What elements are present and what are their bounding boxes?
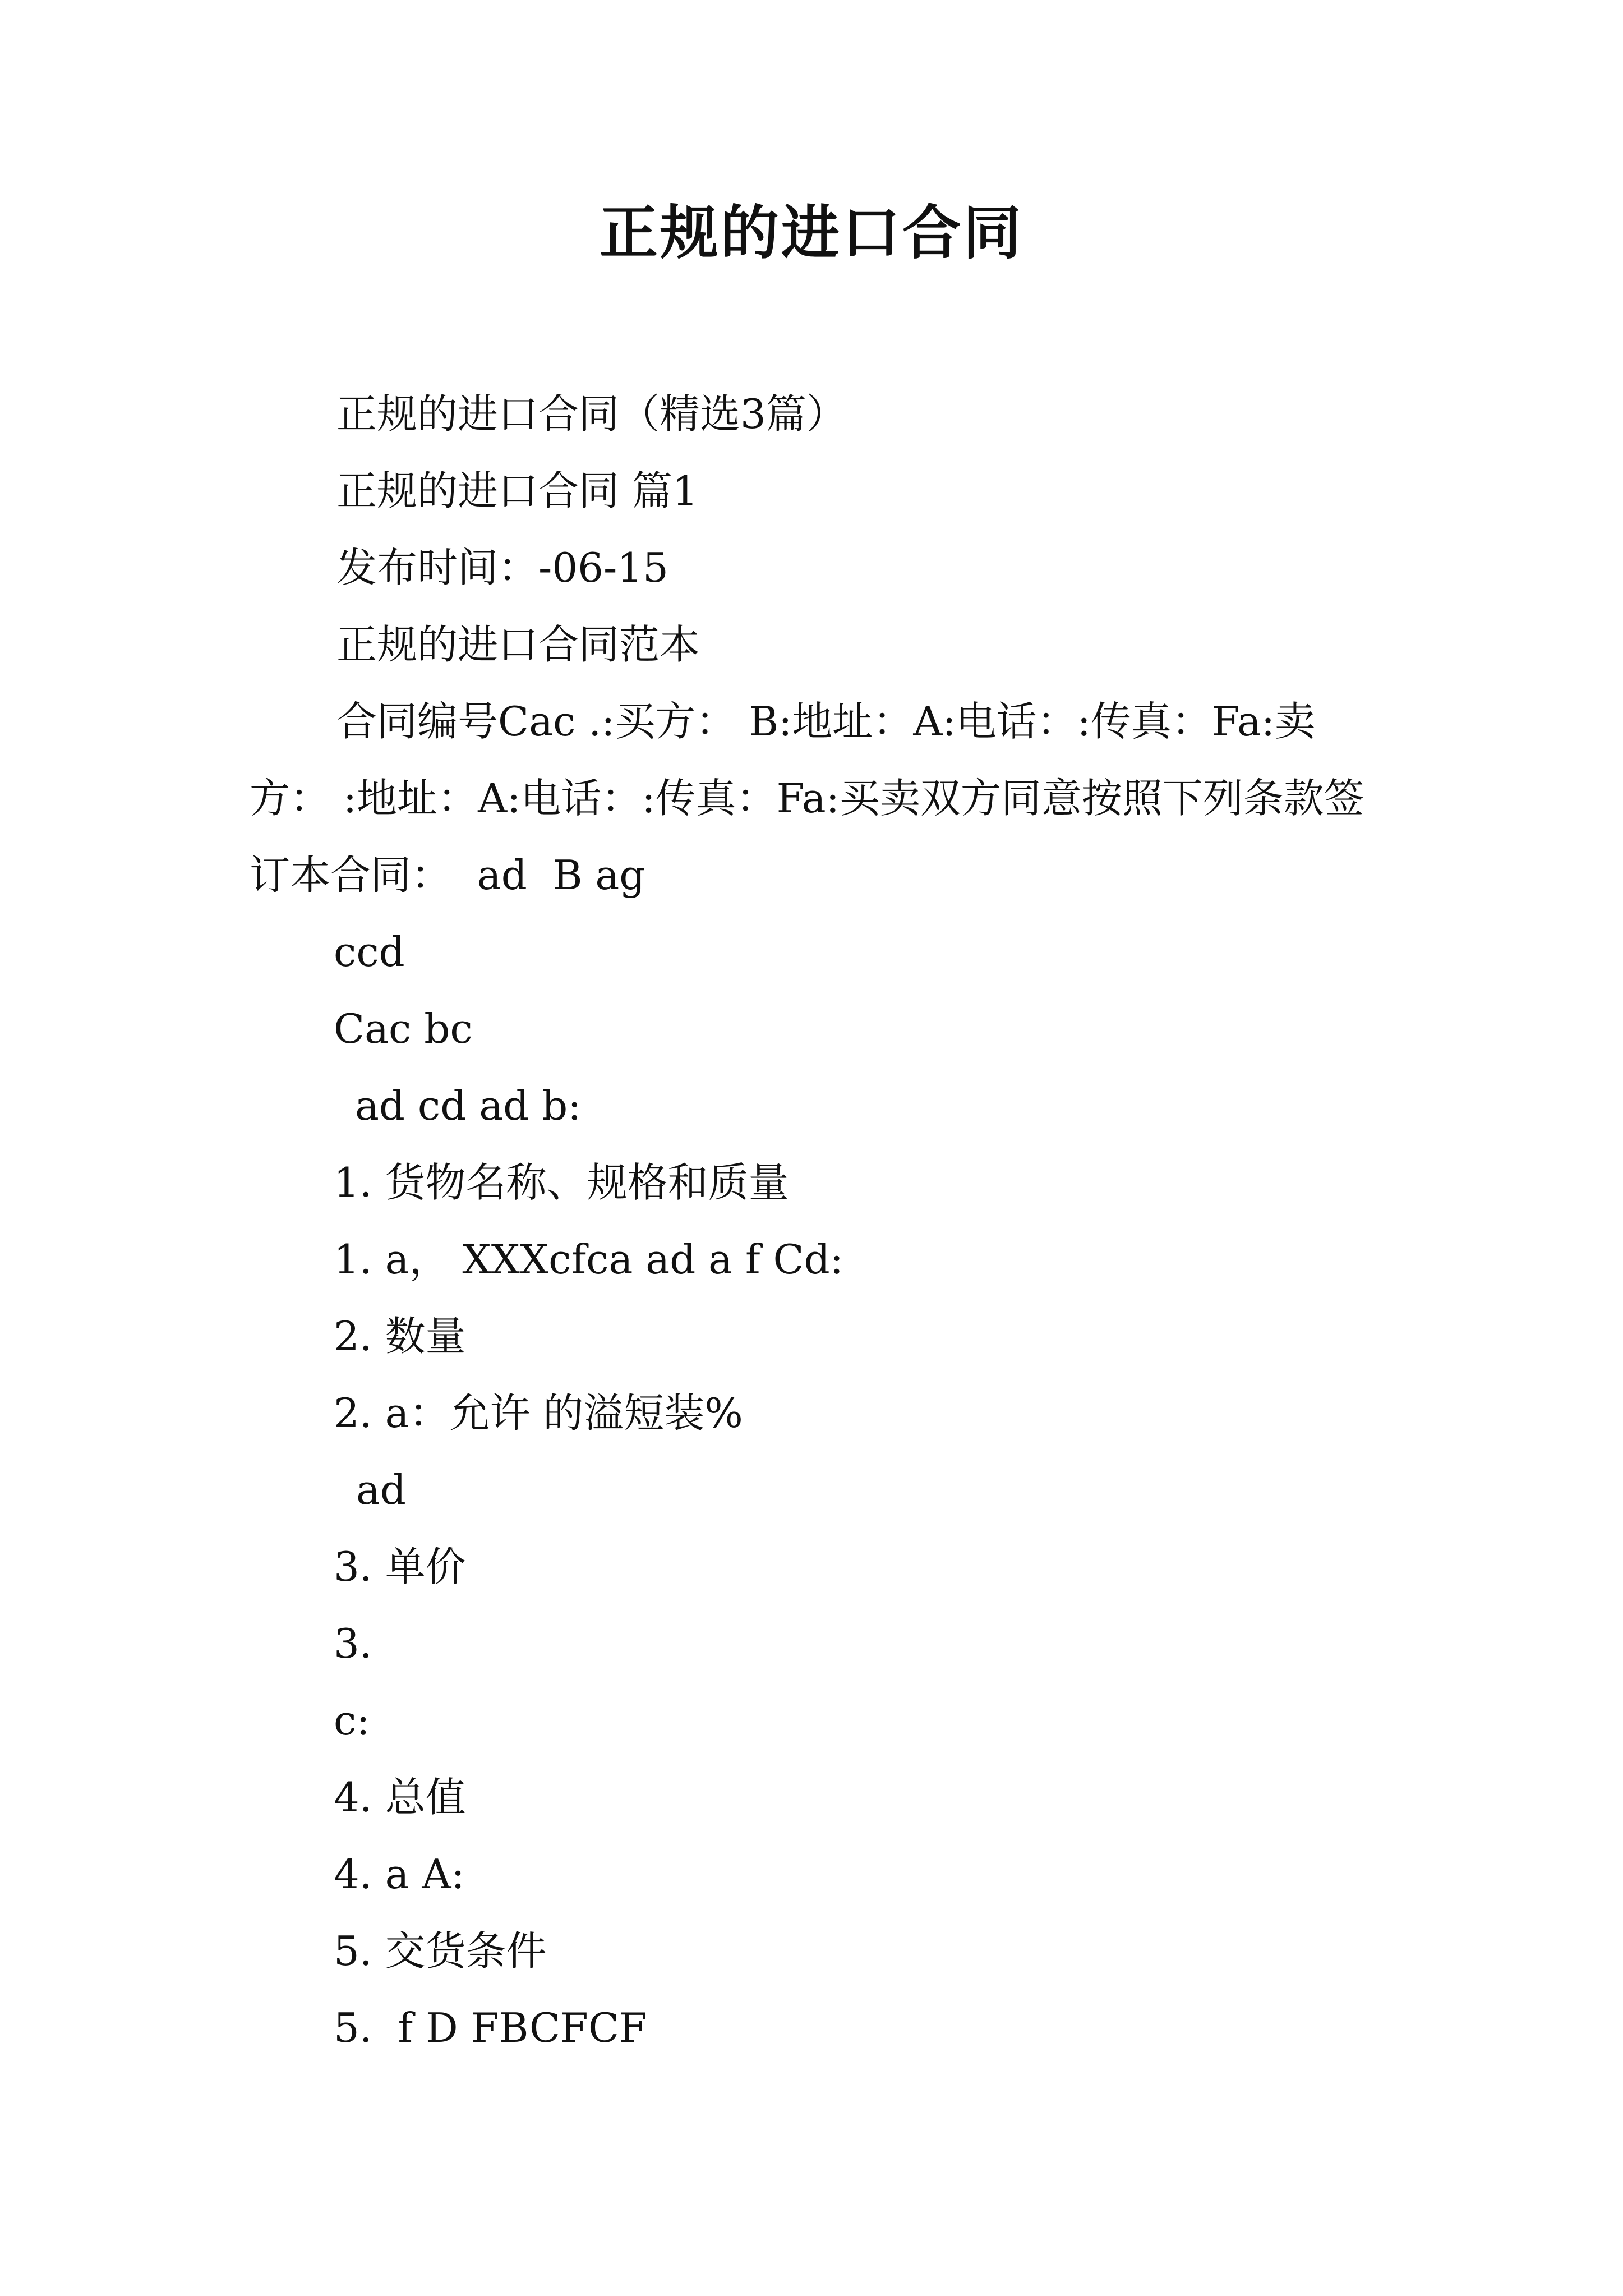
document-body (250, 376, 1377, 2067)
clause-detail-unit-price: 3. (334, 1620, 372, 1667)
clause-heading-unit-price: 3. 单价 (334, 1543, 466, 1590)
clause-detail-goods: 1. a， XXXcfca ad a f Cd: (334, 1236, 843, 1283)
clause-detail-total-value: 4. a A: (334, 1851, 465, 1898)
clause-heading-delivery: 5. 交货条件 (334, 1927, 547, 1975)
paragraph-line: Cac bc (334, 1005, 473, 1052)
paragraph-section-heading: 正规的进口合同 篇1 (336, 467, 698, 514)
clause-detail-delivery: 5. f D FBCFCF (334, 2004, 647, 2051)
paragraph-line: ccd (334, 928, 405, 976)
paragraph-contract-parties: 合同编号Cac .:买方： B:地址：A:电话：:传真：Fa:卖方： :地址：A:电话：:传真：Fa:买卖双方同意按照下列条款签订本合同： ad B ag (250, 698, 1364, 899)
clause-detail-quantity: 2. a：允许 的溢短装% (334, 1389, 743, 1437)
paragraph-line: ad (356, 1466, 407, 1513)
paragraph-publish-time: 发布时间：-06-15 (336, 544, 668, 591)
paragraph-subtitle: 正规的进口合同（精选3篇） (336, 390, 847, 438)
paragraph-line: c: (334, 1697, 370, 1744)
paragraph-contract-sample: 正规的进口合同范本 (336, 621, 700, 668)
clause-heading-total-value: 4. 总值 (334, 1774, 466, 1821)
paragraph-line: ad cd ad b: (355, 1082, 582, 1129)
document-title: 正规的进口合同 (599, 198, 1023, 267)
clause-heading-goods: 1. 货物名称、规格和质量 (334, 1159, 789, 1206)
clause-heading-quantity: 2. 数量 (334, 1313, 466, 1360)
